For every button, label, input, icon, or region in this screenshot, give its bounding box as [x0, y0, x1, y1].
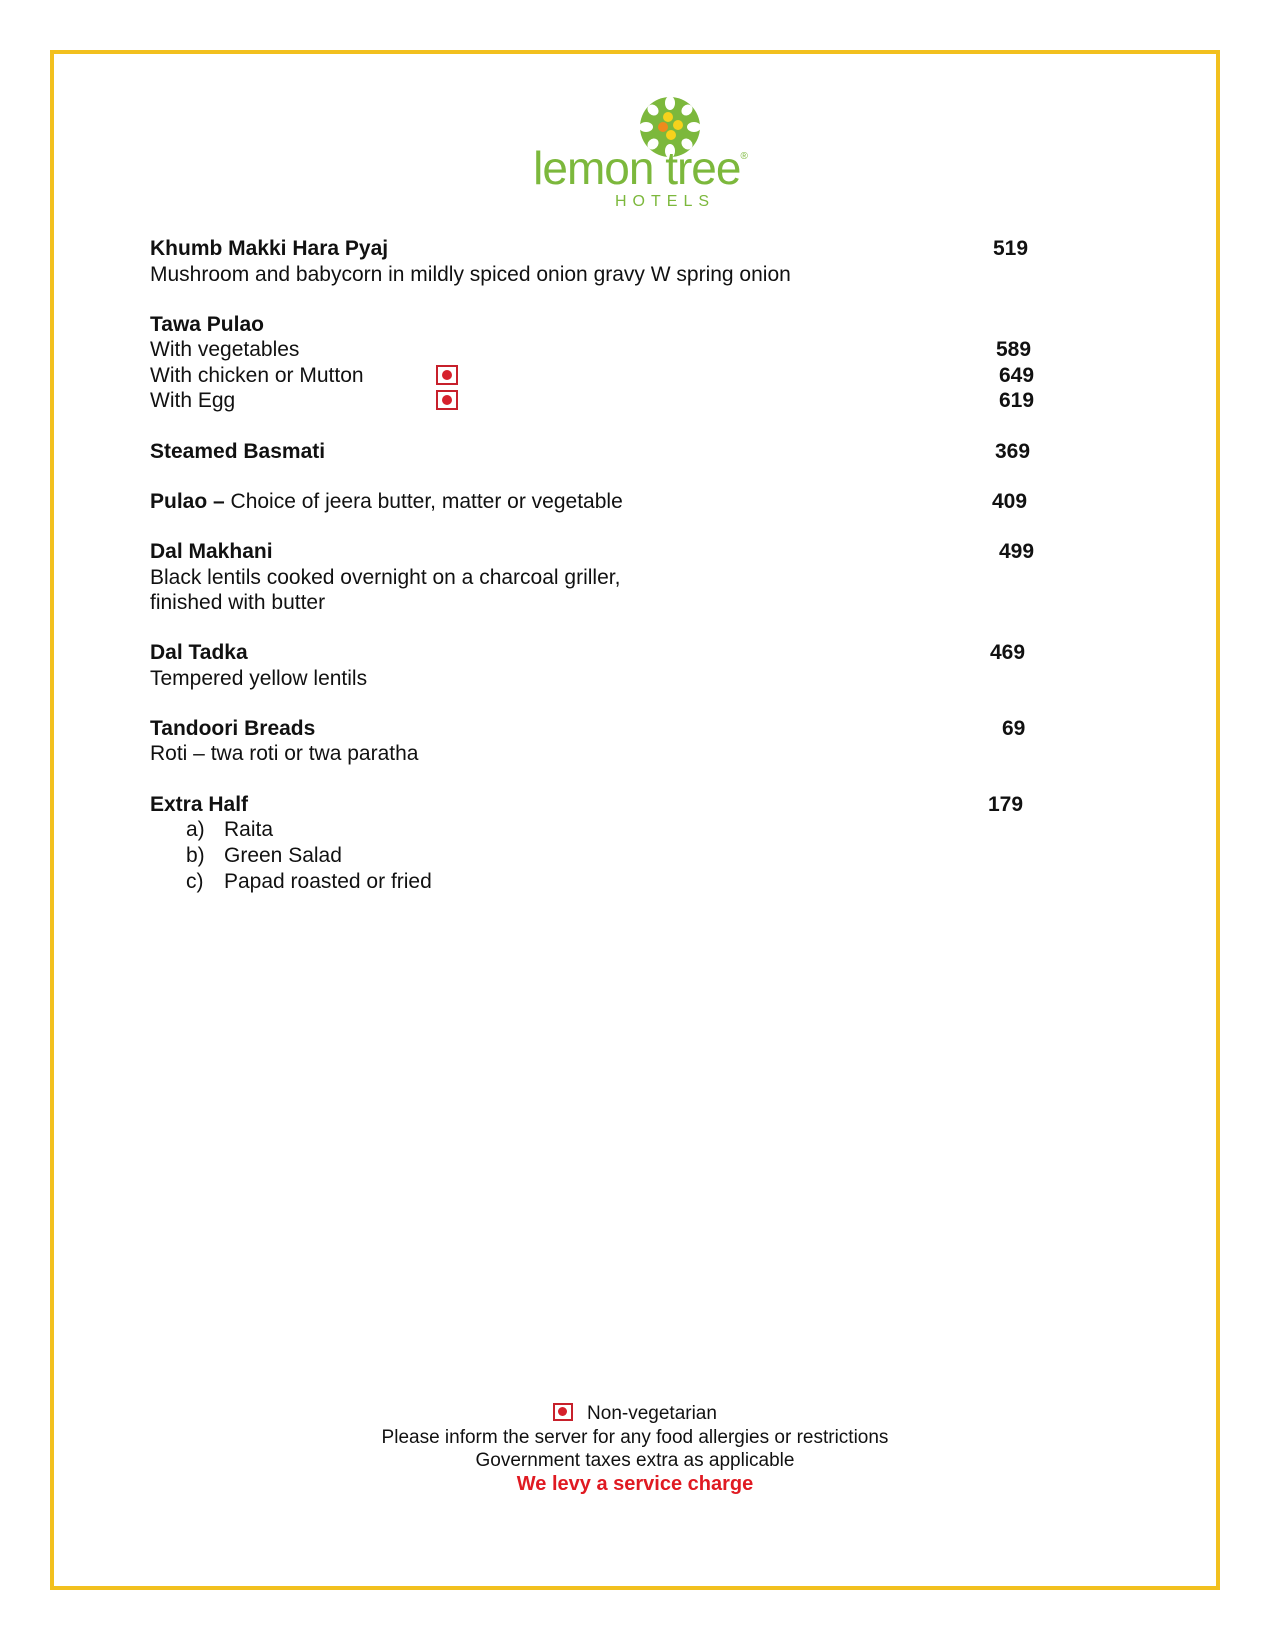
item-description: Tempered yellow lentils — [150, 667, 368, 690]
extra-half-list — [186, 817, 432, 895]
item-price: 369 — [995, 440, 1031, 463]
menu-item-khumb — [150, 236, 1090, 262]
menu-item-tandoori-breads — [150, 716, 1090, 742]
footer-service-charge — [50, 1472, 1220, 1497]
non-veg-icon — [553, 1403, 573, 1421]
list-text: Raita — [224, 818, 274, 841]
item-description-cont: finished with butter — [150, 591, 326, 614]
menu-item-extra-half — [150, 792, 1090, 818]
item-price: 469 — [990, 641, 1026, 664]
option-price: 589 — [996, 338, 1032, 361]
item-name: Dal Tadka — [150, 641, 248, 664]
option-chicken-mutton — [150, 363, 1090, 389]
item-description: Mushroom and babycorn in mildly spiced onion gravy W spring onion — [150, 263, 791, 286]
brand-name: lemon tree® — [533, 142, 747, 194]
brand-subtitle: HOTELS — [615, 193, 716, 210]
menu-item-steamed-basmati — [150, 439, 1090, 465]
option-egg — [150, 388, 1090, 414]
list-item — [186, 843, 432, 869]
option-label: With vegetables — [150, 338, 300, 361]
list-text: Green Salad — [224, 844, 342, 867]
item-name: Extra Half — [150, 793, 249, 816]
footer-allergy-note: Please inform the server for any food allergies or restrictions — [381, 1427, 889, 1448]
legend-label: Non-vegetarian — [587, 1403, 717, 1424]
item-price: 179 — [988, 793, 1024, 816]
hotel-logo — [530, 95, 750, 215]
menu-item-dal-tadka — [150, 640, 1090, 666]
list-marker: c) — [186, 870, 204, 893]
list-text: Papad roasted or fried — [224, 870, 432, 893]
footer-taxes-note: Government taxes extra as applicable — [475, 1450, 795, 1471]
option-label: With chicken or Mutton — [150, 364, 364, 387]
item-name: Dal Makhani — [150, 540, 273, 563]
list-marker: b) — [186, 844, 205, 867]
item-name: Steamed Basmati — [150, 440, 326, 463]
item-price: 69 — [1002, 717, 1026, 740]
item-name: Pulao – — [150, 490, 225, 513]
non-veg-icon — [436, 390, 458, 410]
option-price: 619 — [999, 389, 1035, 412]
option-label: With Egg — [150, 389, 236, 412]
item-price: 519 — [993, 237, 1029, 260]
item-price: 499 — [999, 540, 1035, 563]
list-marker: a) — [186, 818, 205, 841]
list-item — [186, 869, 432, 895]
item-name: Khumb Makki Hara Pyaj — [150, 237, 389, 260]
menu-item-pulao — [150, 489, 1090, 515]
service-charge-text: We levy a service charge — [516, 1473, 754, 1495]
option-vegetables — [150, 337, 1090, 363]
option-price: 649 — [999, 364, 1035, 387]
item-description: Roti – twa roti or twa paratha — [150, 742, 419, 765]
footer-legend — [50, 1402, 1220, 1426]
item-name: Tandoori Breads — [150, 717, 316, 740]
menu-item-dal-makhani — [150, 539, 1090, 565]
item-description: Choice of jeera butter, matter or vegetable — [224, 490, 623, 513]
item-name: Tawa Pulao — [150, 313, 264, 336]
menu-item-tawa-pulao — [150, 312, 1090, 338]
non-veg-icon — [436, 365, 458, 385]
item-description: Black lentils cooked overnight on a charcoal griller, — [150, 566, 621, 589]
list-item — [186, 817, 432, 843]
item-price: 409 — [992, 490, 1028, 513]
